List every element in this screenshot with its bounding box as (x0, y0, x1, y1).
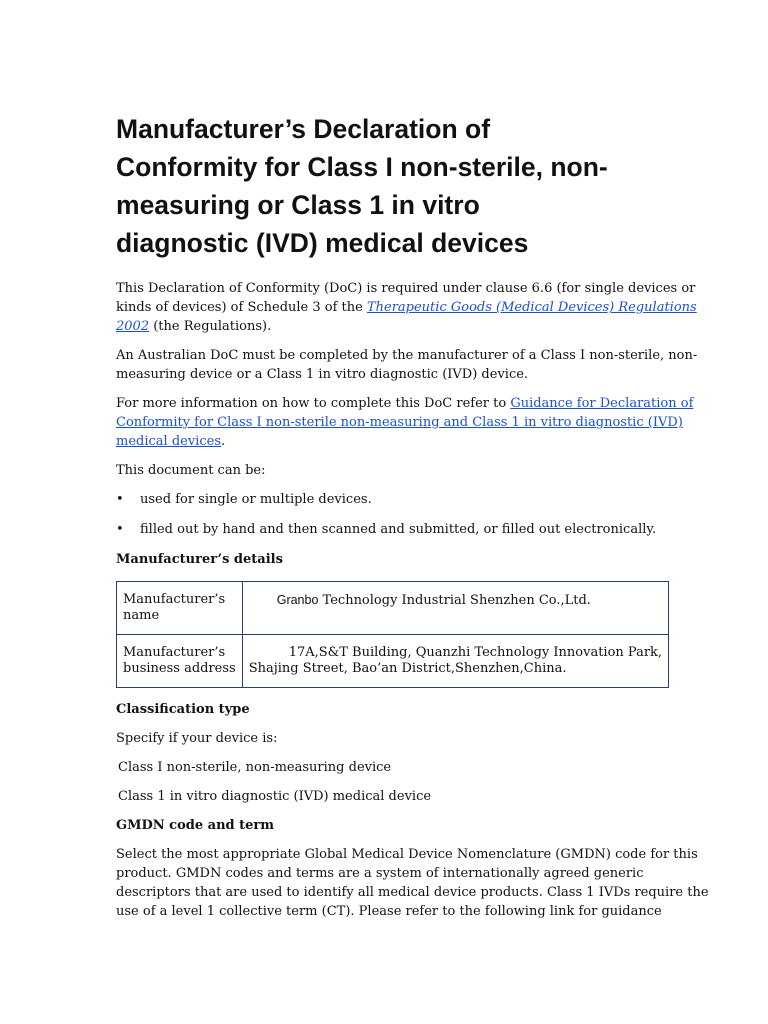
intro-line: This Declaration of Conformity (DoC) is required under clause 6.6 (for single devices or (116, 281, 696, 296)
more-info-paragraph (116, 394, 694, 451)
intro-line (116, 298, 697, 317)
brand-name: Granbo (276, 593, 319, 607)
usage-list (116, 490, 661, 539)
more-info-text: For more information on how to complete this DoC refer to (116, 396, 511, 411)
label-line: Manufacturer’s (123, 592, 226, 607)
gmdn-line: product. GMDN codes and terms are a system of internationally agreed generic (116, 866, 644, 881)
title-line: measuring or Class 1 in vitro (116, 190, 480, 220)
business-address-label (117, 635, 243, 688)
guidance-link-cont[interactable]: Conformity for Class I non-sterile non-measuring and Class 1 in vitro diagnostic (IVD) (116, 415, 683, 430)
guidance-link[interactable]: Guidance for Declaration of (510, 396, 694, 411)
manufacturer-details-heading: Manufacturer’s details (116, 552, 283, 567)
more-info-line (116, 432, 661, 451)
list-item-text: filled out by hand and then scanned and submitted, or filled out electronically. (140, 522, 657, 537)
guidance-link-end[interactable]: medical devices (116, 434, 221, 449)
document-body (116, 110, 709, 921)
regulations-year-link[interactable]: 2002 (116, 319, 150, 334)
option-ivd[interactable]: Class 1 in vitro diagnostic (IVD) medical device (118, 789, 432, 804)
gmdn-line: use of a level 1 collective term (CT). Please refer to the following link for guidance (116, 904, 662, 919)
table-row (117, 635, 669, 688)
document-title (116, 110, 661, 262)
table-row (117, 582, 669, 635)
regulations-link[interactable]: Therapeutic Goods (Medical Devices) Regulations (366, 300, 697, 315)
intro-text: kinds of devices) of Schedule 3 of the (116, 300, 367, 315)
manufacturer-name-label (117, 582, 243, 635)
gmdn-line: Select the most appropriate Global Medical Device Nomenclature (GMDN) code for this (116, 847, 698, 862)
gmdn-paragraph (116, 845, 709, 921)
can-be-paragraph: This document can be: (116, 463, 266, 478)
more-info-text: . (220, 434, 226, 449)
manufacturer-details-table (116, 581, 669, 688)
title-line: Manufacturer’s Declaration of (116, 114, 491, 144)
company-name: Technology Industrial Shenzhen Co.,Ltd. (318, 593, 591, 608)
more-info-line (116, 413, 683, 432)
intro-line (116, 317, 661, 336)
list-item (116, 490, 661, 509)
list-item (116, 520, 661, 539)
gmdn-heading: GMDN code and term (116, 818, 275, 833)
address-line: Shajing Street, Bao’an District,Shenzhen,China. (248, 661, 567, 676)
bullet-icon: • (116, 492, 124, 507)
label-line: business address (123, 661, 236, 676)
business-address-field[interactable] (242, 635, 668, 688)
option-nonsterile[interactable]: Class I non-sterile, non-measuring device (118, 760, 392, 775)
intro-text: (the Regulations). (149, 319, 272, 334)
manufacturer-name-field[interactable] (242, 582, 668, 635)
title-line: Conformity for Class I non-sterile, non- (116, 152, 608, 182)
title-line: diagnostic (IVD) medical devices (116, 228, 529, 258)
australian-line: An Australian DoC must be completed by the manufacturer of a Class I non-sterile, non- (116, 348, 698, 363)
label-line: Manufacturer’s (123, 645, 226, 660)
australian-doc-paragraph (116, 346, 698, 384)
classification-heading: Classification type (116, 702, 250, 717)
list-item-text: used for single or multiple devices. (140, 492, 372, 507)
specify-paragraph: Specify if your device is: (116, 731, 278, 746)
gmdn-line: descriptors that are used to identify all medical device products. Class 1 IVDs require the (116, 885, 709, 900)
label-line: name (123, 608, 160, 623)
manufacturer-name-value (249, 592, 662, 609)
intro-paragraph (116, 279, 697, 336)
australian-line: measuring device or a Class 1 in vitro diagnostic (IVD) device. (116, 367, 529, 382)
more-info-line (116, 394, 694, 413)
bullet-icon: • (116, 522, 124, 537)
address-line: 17A,S&T Building, Quanzhi Technology Innovation Park, (288, 645, 663, 660)
